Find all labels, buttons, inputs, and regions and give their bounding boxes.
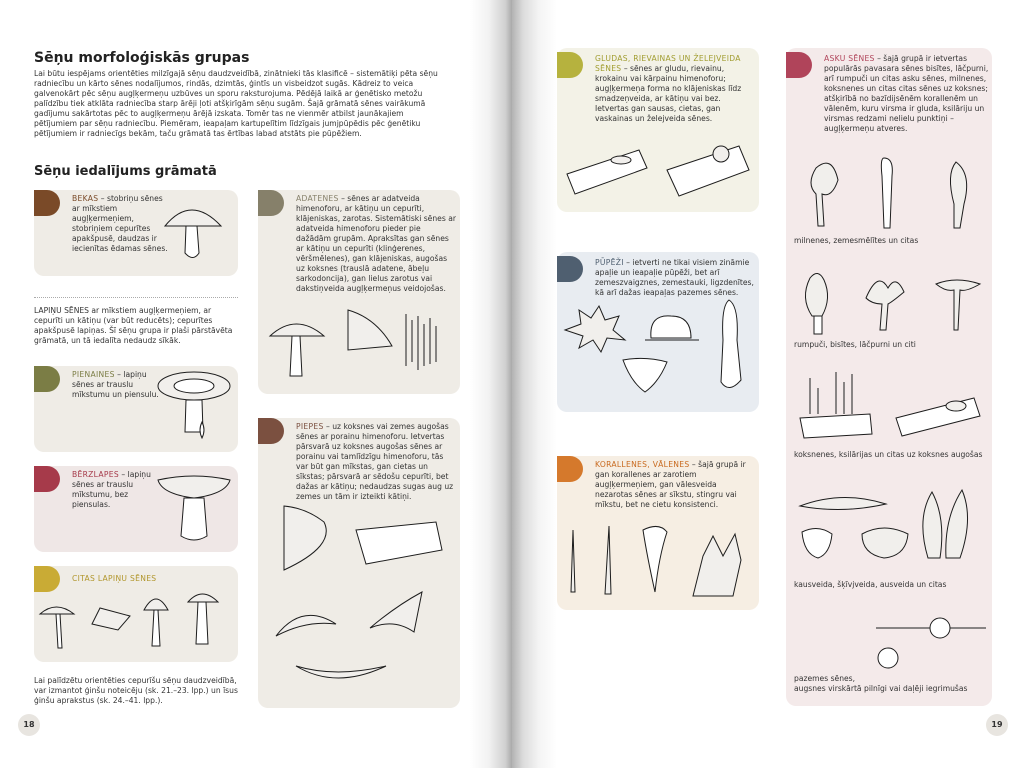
korallenes-title: KORALLENES, VĀLENES bbox=[595, 460, 690, 469]
adatenes-title: ADATENES bbox=[296, 194, 339, 203]
group-box-citas-lapinu bbox=[34, 566, 238, 662]
pupezi-title: PŪPĒŽI bbox=[595, 258, 624, 267]
group-box-pupezi bbox=[557, 252, 759, 412]
gilled-mushrooms-illustration bbox=[36, 590, 236, 660]
book-gutter-right bbox=[512, 0, 557, 768]
wood-ascomycetes-illustration bbox=[796, 368, 986, 444]
bolete-illustration bbox=[159, 198, 229, 268]
divider bbox=[34, 297, 238, 298]
color-tab-citas bbox=[34, 566, 60, 592]
polypores-illustration bbox=[266, 506, 456, 696]
bekas-title: BEKAS bbox=[72, 194, 99, 203]
caption-koksnenes: koksnenes, ksilārijas un citas uz koksnes augošas bbox=[794, 450, 983, 459]
page-title: Sēņu morfoloģiskās grupas bbox=[34, 50, 250, 66]
intro-paragraph: Lai būtu iespējams orientēties milzīgajā sēņu daudzveidībā, zinātnieki tās klasificē – sistemātiķi pēta sēņu radniecību un kārto sēnes nodalījumos, rindās, dzimtās, ģintīs un visbeidzot sugās. Kādreiz to veica galvenokārt pēc sēņu augļķermeņu uzbūves un sporu raksturojuma. Pēdējā laikā ar ģenētisko metožu palīdzību tiek atklāta radniecība starp ārēji ļoti atšķirīgām sēņu sugām. Šajā grāmatā sēnes vairākumā gadījumu sakārtotas pēc to augļķermeņu ārējā izskata. Tomēr tas ne vienmēr atbilst jaunākajiem pētījumiem par sēņu radniecību. Piemēram, ieapaļam kartupelītim līdzīgais jumjpūpēdis pēc ģenētiku pētījumiem ir radniecīgs bekām, taču grāmatā tas ērtības labad atstāts pie pūpēžiem. bbox=[34, 69, 438, 138]
asku-title: ASKU SĒNES bbox=[824, 54, 875, 63]
right-page bbox=[512, 0, 1024, 768]
piepes-text: – uz koksnes vai zemes augošas sēnes ar porainu himenoforu. Ietvertas pārsvarā uz koksnes augošas sēnes ar porainu vai tamlīdzīgu himenoforu, tās var būt gan mīkstas, gan cietas un sīkstas; pārsvarā ar sēdošu cepurīti, bet dažas ar kātiņu; nedaudzas sugas aug uz zemes un tām ir izteikti kātiņi. bbox=[296, 422, 454, 501]
group-box-gludas bbox=[557, 48, 759, 212]
group-box-berzlapes bbox=[34, 466, 238, 552]
adatenes-text: – sēnes ar adatveida himenoforu, ar kātiņu un cepurīti, klājeniskas, zarotas. Sistemātiski sēnes ar adatveida himenoforu pieder pie dažādām grupām. Apraksītas gan sēnes ar kātiņu un cepurīti (klinģerenes, vēršmēlenes), gan klājeniskas, augošas uz koksnes (trauslā adatene, ābeļu sarkodoncija), gan lielus zarotus vai dakstiņveida augļķermeņus veidojošas. bbox=[296, 194, 456, 293]
caption-pazemes: pazemes sēnes, augsnes virskārtā pilnīgi vai daļēji iegrimušas bbox=[794, 674, 968, 693]
piepes-title: PIEPES bbox=[296, 422, 324, 431]
asku-text: – šajā grupā ir ietvertas populārās pavasara sēnes bisītes, lāčpurni, arī rumpuči un citas asku sēnes, milnenes, koksnenes un citas citas sēnes uz koksnes; atšķirībā no bazīdijsēnēm korallenēm un vālenēm, kuru virsma ir gluda, ksilāriju un virsmas redzami nelielu punktiņi – augļķermeņu atveres. bbox=[824, 54, 989, 133]
pupezi-text: – ietverti ne tikai visiem zināmie apaļie un ieapaļie pūpēži, bet arī zemeszvaigznes, zemestauki, ligzdenītes, kā arī dažas ieapaļas pazemes sēnes. bbox=[595, 258, 754, 297]
group-box-piepes bbox=[258, 418, 460, 708]
section-subtitle: Sēņu iedalījums grāmatā bbox=[34, 164, 217, 179]
pienaines-title: PIENAINES bbox=[72, 370, 115, 379]
gludas-text: – sēnes ar gludu, rievainu, krokainu vai kārpainu himenoforu; augļķermeņa forma no klājeniskas līdz smadzeņveida, ar kātiņu vai bez. Ietvertas gan sausas, cietas, gan vaskainas un želejveida sēnes. bbox=[595, 64, 742, 123]
caption-milnenes: milnenes, zemesmēlītes un citas bbox=[794, 236, 919, 245]
lapinu-senes-text: LAPIŅU SĒNES ar mīkstiem augļķermeņiem, ar cepurīti un kātiņu (var būt reducēts); cepurītes apakšpusē lapiņas. Šī sēņu grupa ir plaši pārstāvēta grāmatā, un tā iedalīta nedaudz sīkāk. bbox=[34, 306, 233, 345]
bekas-text: – stobriņu sēnes ar mīkstiem augļķermeņiem, stobriņiem cepurītes apakšpusē, daudzas ir iecienītas ēdamas sēnes. bbox=[72, 194, 168, 253]
caption-kausveida: kausveida, šķīvjveida, ausveida un citas bbox=[794, 580, 947, 589]
korallenes-text: – šajā grupā ir gan korallenes ar zarotiem augļķermeņiem, gan vālesveida nezarotas sēnes ar sīkstu, stingru vai mīkstu, bet ne cietu konsistenci. bbox=[595, 460, 746, 509]
tooth-fungi-illustration bbox=[266, 306, 456, 386]
book-gutter-left bbox=[470, 0, 512, 768]
puffballs-illustration bbox=[561, 300, 751, 404]
smooth-fungi-illustration bbox=[563, 140, 753, 210]
group-box-bekas bbox=[34, 190, 238, 276]
cup-fungi-illustration bbox=[796, 488, 986, 578]
group-box-adatenes bbox=[258, 190, 460, 394]
pienaines-text: – lapiņu sēnes ar trauslu mīkstumu un piensulu. bbox=[72, 370, 159, 399]
group-box-pienaines bbox=[34, 366, 238, 452]
group-box-korallenes bbox=[557, 456, 759, 610]
page-number-right: 19 bbox=[986, 714, 1008, 736]
caption-rumpuci: rumpuči, bisītes, lāčpurni un citi bbox=[794, 340, 916, 349]
berzlapes-title: BĒRZLAPES bbox=[72, 470, 119, 479]
group-box-asku bbox=[786, 48, 992, 706]
milkcap-illustration bbox=[154, 370, 234, 450]
footer-note: Lai palīdzētu orientēties cepurīšu sēņu daudzveidībā, var izmantot ģinšu noteicēju (sk. 21.–23. lpp.) un īsus ģinšu aprakstus (sk. 24.–41. lpp.). bbox=[34, 676, 238, 705]
citas-title: CITAS LAPIŅU SĒNES bbox=[72, 574, 157, 583]
berzlapes-text: – lapiņu sēnes ar trauslu mīkstumu, bez piensulas. bbox=[72, 470, 151, 509]
truffles-illustration bbox=[796, 612, 986, 672]
russula-illustration bbox=[154, 472, 234, 552]
gludas-title: GLUDAS, RIEVAINAS UN ŽELEJVEIDA SĒNES bbox=[595, 54, 741, 73]
page-number-left: 18 bbox=[18, 714, 40, 736]
morels-illustration bbox=[796, 268, 986, 342]
earth-tongues-illustration bbox=[796, 158, 986, 232]
coral-fungi-illustration bbox=[563, 526, 753, 602]
